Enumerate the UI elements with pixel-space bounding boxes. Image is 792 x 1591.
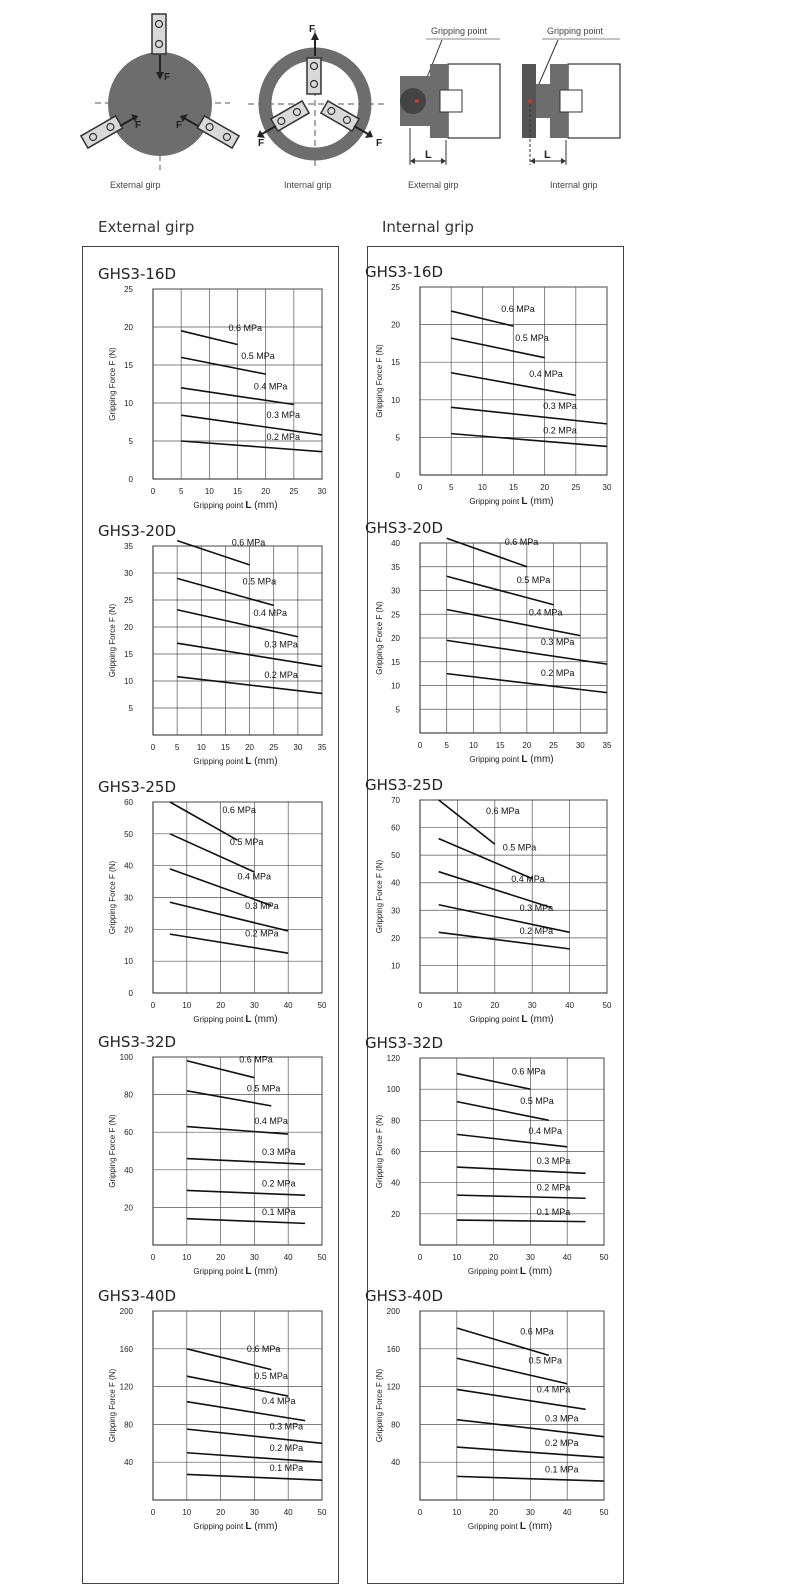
series-label: 0.3 MPa: [543, 400, 577, 411]
y-tick-label: 120: [386, 1382, 400, 1392]
y-axis-label: Gripping Force F (N): [375, 1368, 384, 1443]
chart-title: GHS3-32D: [98, 1033, 177, 1051]
y-tick-label: 40: [391, 539, 400, 548]
x-tick-label: 10: [196, 743, 206, 752]
x-axis-label: Gripping point L (mm): [467, 1521, 553, 1532]
diagram-label-4: Internal grip: [550, 180, 598, 190]
force-symbol: F: [309, 24, 316, 35]
y-tick-label: 15: [124, 361, 133, 370]
y-tick-label: 60: [391, 1147, 400, 1157]
x-tick-label: 20: [522, 741, 532, 750]
x-tick-label: 10: [452, 1001, 462, 1010]
y-tick-label: 0: [128, 989, 133, 998]
series-label: 0.2 MPa: [540, 668, 575, 679]
y-tick-label: 100: [386, 1085, 400, 1095]
series-label: 0.5 MPa: [246, 1083, 281, 1094]
x-tick-label: 10: [452, 1253, 462, 1262]
series-label: 0.6 MPa: [222, 805, 256, 816]
force-symbol: F: [176, 120, 183, 131]
x-axis-label: Gripping point L (mm): [469, 754, 554, 765]
y-tick-label: 30: [391, 586, 400, 596]
y-tick-label: 20: [391, 1209, 400, 1219]
x-tick-label: 0: [417, 741, 423, 750]
y-tick-label: 20: [391, 634, 400, 643]
x-tick-label: 50: [599, 1508, 609, 1517]
chart-title: GHS3-25D: [98, 778, 177, 796]
series-label: 0.5 MPa: [528, 1355, 563, 1366]
length-symbol: L: [544, 149, 551, 161]
series-label: 0.6 MPa: [228, 322, 263, 333]
y-tick-label: 30: [124, 893, 133, 903]
y-tick-label: 15: [391, 657, 400, 667]
series-label: 0.1 MPa: [269, 1463, 304, 1474]
y-tick-label: 40: [124, 861, 133, 871]
series-label: 0.3 MPa: [519, 903, 554, 914]
series-line-0-2-MPa: [451, 434, 607, 447]
x-tick-label: 30: [525, 1508, 535, 1517]
y-tick-label: 25: [391, 610, 400, 620]
chart-int-32: [365, 1034, 609, 1277]
series-label: 0.6 MPa: [231, 537, 266, 548]
y-tick-label: 15: [124, 650, 133, 659]
chart-int-20: [365, 519, 612, 765]
series-line-0-3-MPa: [187, 1159, 305, 1165]
chart-title: GHS3-25D: [365, 776, 444, 794]
length-symbol: L: [425, 149, 432, 161]
x-tick-label: 20: [216, 1253, 226, 1262]
x-axis-label: Gripping point L (mm): [193, 1014, 278, 1025]
y-tick-label: 40: [391, 1178, 400, 1188]
series-line-0-2-MPa: [181, 441, 322, 452]
x-tick-label: 30: [525, 1253, 535, 1262]
x-tick-label: 15: [495, 741, 505, 750]
y-tick-label: 20: [124, 323, 133, 332]
x-tick-label: 20: [540, 483, 550, 492]
x-tick-label: 10: [182, 1253, 192, 1262]
x-axis-label: Gripping point L (mm): [467, 1266, 553, 1277]
series-line-0-3-MPa: [181, 415, 322, 435]
diagram-label-1: External girp: [110, 180, 161, 190]
x-tick-label: 20: [489, 1253, 499, 1262]
plot-frame: [420, 800, 607, 993]
y-tick-label: 10: [391, 681, 400, 691]
chart-ext-32: [98, 1033, 327, 1277]
y-tick-label: 120: [119, 1382, 133, 1392]
chart-title: GHS3-16D: [98, 265, 177, 283]
series-line-0-1-MPa: [457, 1220, 586, 1222]
y-tick-label: 30: [124, 569, 133, 578]
chart-title: GHS3-32D: [365, 1034, 444, 1052]
chart-ext-16: [98, 265, 327, 511]
series-label: 0.3 MPa: [262, 1147, 296, 1158]
x-tick-label: 0: [417, 1253, 423, 1262]
series-label: 0.5 MPa: [516, 575, 551, 586]
x-tick-label: 20: [245, 743, 255, 752]
series-label: 0.6 MPa: [511, 1066, 546, 1077]
y-tick-label: 25: [391, 283, 400, 292]
x-tick-label: 5: [174, 743, 180, 752]
y-tick-label: 120: [386, 1054, 400, 1063]
y-tick-label: 25: [124, 285, 133, 294]
series-label: 0.2 MPa: [536, 1182, 571, 1193]
chart-int-25: [365, 776, 612, 1025]
x-tick-label: 30: [249, 1508, 259, 1517]
x-axis-label: Gripping point L (mm): [469, 496, 554, 507]
x-tick-label: 30: [317, 487, 327, 496]
chart-title: GHS3-40D: [365, 1287, 444, 1305]
chart-title: GHS3-20D: [365, 519, 444, 537]
x-tick-label: 20: [489, 1508, 499, 1517]
series-line-0-2-MPa: [457, 1195, 586, 1198]
series-label: 0.1 MPa: [545, 1464, 579, 1475]
x-tick-label: 5: [448, 483, 454, 492]
y-tick-label: 5: [128, 437, 133, 446]
series-label: 0.2 MPa: [269, 1443, 304, 1454]
series-label: 0.5 MPa: [229, 837, 264, 848]
y-tick-label: 5: [395, 433, 400, 443]
y-axis-label: Gripping Force F (N): [375, 1114, 384, 1189]
x-tick-label: 40: [283, 1508, 293, 1517]
x-axis-label: Gripping point L (mm): [193, 756, 278, 767]
section-title-internal: Internal grip: [382, 218, 474, 236]
x-tick-label: 30: [249, 1253, 259, 1262]
series-label: 0.6 MPa: [239, 1054, 273, 1065]
y-axis-label: Gripping Force F (N): [108, 1114, 117, 1188]
series-label: 0.1 MPa: [536, 1206, 571, 1217]
x-tick-label: 10: [477, 483, 487, 492]
x-tick-label: 40: [283, 1253, 293, 1262]
y-tick-label: 80: [391, 1420, 400, 1430]
x-tick-label: 30: [293, 743, 303, 752]
series-label: 0.4 MPa: [253, 607, 287, 618]
gripping-point-label: Gripping point: [431, 26, 488, 36]
x-tick-label: 0: [150, 743, 156, 752]
x-tick-label: 15: [220, 743, 230, 752]
series-label: 0.6 MPa: [504, 537, 539, 548]
y-axis-label: Gripping Force F (N): [108, 860, 117, 935]
y-tick-label: 0: [395, 471, 400, 480]
x-tick-label: 35: [602, 741, 612, 750]
x-tick-label: 0: [150, 1001, 156, 1010]
y-tick-label: 10: [124, 957, 133, 967]
series-label: 0.5 MPa: [515, 332, 549, 343]
series-label: 0.4 MPa: [254, 1115, 288, 1126]
y-tick-label: 80: [391, 1116, 400, 1126]
series-label: 0.4 MPa: [528, 1125, 563, 1136]
y-tick-label: 40: [124, 1165, 133, 1175]
x-tick-label: 35: [317, 743, 327, 752]
x-tick-label: 10: [468, 741, 478, 750]
series-label: 0.4 MPa: [529, 368, 563, 379]
x-tick-label: 10: [182, 1001, 192, 1010]
diagram-label-3: External girp: [408, 180, 459, 190]
y-axis-label: Gripping Force F (N): [375, 859, 384, 934]
chart-ext-40: [98, 1287, 327, 1532]
series-label: 0.6 MPa: [501, 303, 535, 314]
x-tick-label: 25: [269, 743, 279, 752]
x-tick-label: 30: [249, 1001, 259, 1010]
series-label: 0.3 MPa: [264, 639, 298, 650]
x-tick-label: 50: [602, 1001, 612, 1010]
y-tick-label: 160: [386, 1344, 400, 1354]
y-tick-label: 60: [124, 1128, 133, 1138]
series-label: 0.5 MPa: [254, 1371, 288, 1382]
gripping-point-label: Gripping point: [547, 26, 604, 36]
y-tick-label: 25: [124, 596, 133, 605]
series-label: 0.4 MPa: [262, 1396, 296, 1407]
y-tick-label: 70: [391, 796, 400, 805]
x-tick-label: 30: [575, 741, 585, 750]
y-tick-label: 160: [119, 1344, 133, 1354]
x-tick-label: 10: [182, 1508, 192, 1517]
x-tick-label: 20: [490, 1001, 500, 1010]
series-label: 0.3 MPa: [266, 410, 301, 421]
series-label: 0.3 MPa: [540, 637, 575, 648]
x-tick-label: 15: [509, 483, 518, 492]
y-tick-label: 40: [391, 1458, 400, 1468]
y-tick-label: 10: [391, 395, 400, 405]
chart-int-40: [365, 1287, 609, 1532]
y-tick-label: 15: [391, 358, 400, 368]
series-label: 0.4 MPa: [528, 607, 563, 618]
y-tick-label: 0: [128, 475, 133, 484]
series-label: 0.5 MPa: [502, 842, 537, 853]
chart-ext-20: [98, 522, 327, 767]
x-tick-label: 0: [417, 1508, 423, 1517]
x-tick-label: 10: [452, 1508, 462, 1517]
series-label: 0.6 MPa: [246, 1344, 281, 1355]
x-tick-label: 50: [317, 1001, 327, 1010]
series-label: 0.3 MPa: [269, 1421, 304, 1432]
chart-title: GHS3-40D: [98, 1287, 177, 1305]
x-tick-label: 20: [216, 1508, 226, 1517]
section-title-external: External girp: [98, 218, 195, 236]
y-tick-label: 10: [124, 399, 133, 408]
y-tick-label: 20: [391, 933, 400, 943]
x-tick-label: 40: [562, 1508, 572, 1517]
force-symbol: F: [258, 138, 265, 149]
x-tick-label: 25: [549, 741, 559, 750]
x-tick-label: 0: [150, 1508, 156, 1517]
x-tick-label: 50: [317, 1508, 327, 1517]
y-tick-label: 35: [391, 562, 400, 572]
x-tick-label: 50: [317, 1253, 327, 1262]
x-tick-label: 30: [602, 483, 612, 492]
y-tick-label: 200: [386, 1307, 400, 1316]
x-tick-label: 40: [562, 1253, 572, 1262]
series-label: 0.3 MPa: [545, 1413, 579, 1424]
x-tick-label: 25: [289, 487, 299, 496]
series-label: 0.2 MPa: [266, 431, 301, 442]
y-tick-label: 50: [391, 851, 400, 861]
force-symbol: F: [164, 72, 171, 83]
x-tick-label: 0: [417, 483, 423, 492]
x-tick-label: 30: [527, 1001, 537, 1010]
series-line-0-1-MPa: [187, 1219, 305, 1224]
chart-ext-25: [98, 778, 327, 1025]
x-tick-label: 10: [204, 487, 214, 496]
x-tick-label: 20: [216, 1001, 226, 1010]
y-tick-label: 10: [391, 961, 400, 971]
x-tick-label: 0: [150, 1253, 156, 1262]
y-tick-label: 80: [124, 1090, 133, 1100]
x-axis-label: Gripping point L (mm): [193, 1266, 278, 1277]
y-tick-label: 35: [124, 542, 133, 551]
series-label: 0.2 MPa: [543, 425, 577, 436]
y-tick-label: 5: [395, 705, 400, 715]
series-label: 0.1 MPa: [262, 1206, 296, 1217]
series-label: 0.3 MPa: [245, 901, 279, 912]
series-label: 0.2 MPa: [264, 670, 298, 681]
y-tick-label: 100: [119, 1053, 133, 1062]
x-tick-label: 20: [261, 487, 271, 496]
diagram-label-2: Internal grip: [284, 180, 332, 190]
series-label: 0.4 MPa: [237, 871, 272, 882]
series-line-0-3-MPa: [457, 1167, 586, 1173]
series-label: 0.6 MPa: [520, 1326, 554, 1337]
x-tick-label: 15: [233, 487, 242, 496]
x-tick-label: 5: [444, 741, 449, 750]
x-tick-label: 5: [178, 487, 184, 496]
x-tick-label: 0: [150, 487, 156, 496]
y-axis-label: Gripping Force F (N): [375, 601, 384, 675]
y-tick-label: 20: [391, 320, 400, 330]
y-tick-label: 20: [124, 623, 133, 632]
series-label: 0.2 MPa: [245, 928, 279, 939]
x-tick-label: 40: [565, 1001, 575, 1010]
y-axis-label: Gripping Force F (N): [108, 603, 117, 678]
series-label: 0.2 MPa: [519, 925, 554, 936]
y-tick-label: 5: [128, 704, 133, 713]
chart-title: GHS3-20D: [98, 522, 177, 540]
y-axis-label: Gripping Force F (N): [375, 344, 384, 418]
x-tick-label: 40: [283, 1001, 293, 1010]
x-tick-label: 0: [417, 1001, 423, 1010]
chart-title: GHS3-16D: [365, 263, 444, 281]
y-tick-label: 30: [391, 906, 400, 916]
force-symbol: F: [376, 138, 383, 149]
y-tick-label: 40: [391, 878, 400, 888]
series-label: 0.6 MPa: [485, 805, 520, 816]
series-label: 0.5 MPa: [242, 576, 277, 587]
y-tick-label: 60: [391, 823, 400, 833]
series-line-0-4-MPa: [457, 1134, 567, 1146]
y-tick-label: 80: [124, 1420, 133, 1430]
y-tick-label: 20: [124, 925, 133, 935]
x-tick-label: 50: [599, 1253, 609, 1262]
series-line-0-4-MPa: [187, 1127, 288, 1135]
y-tick-label: 10: [124, 677, 133, 686]
x-axis-label: Gripping point L (mm): [193, 1521, 278, 1532]
y-tick-label: 20: [124, 1203, 133, 1213]
series-line-0-3-MPa: [451, 407, 607, 424]
series-label: 0.4 MPa: [253, 381, 288, 392]
y-tick-label: 40: [124, 1458, 133, 1468]
x-axis-label: Gripping point L (mm): [193, 500, 278, 511]
series-label: 0.2 MPa: [545, 1437, 579, 1448]
series-label: 0.5 MPa: [241, 350, 275, 361]
x-tick-label: 25: [571, 483, 581, 492]
plot-frame: [153, 1057, 322, 1245]
y-tick-label: 50: [124, 829, 133, 839]
y-axis-label: Gripping Force F (N): [108, 347, 117, 421]
series-line-0-2-MPa: [187, 1190, 305, 1195]
y-tick-label: 60: [124, 798, 133, 807]
series-label: 0.2 MPa: [262, 1178, 296, 1189]
series-label: 0.4 MPa: [511, 873, 545, 884]
series-label: 0.4 MPa: [536, 1384, 571, 1395]
chart-int-16: [365, 263, 612, 507]
series-label: 0.5 MPa: [520, 1096, 554, 1107]
series-label: 0.3 MPa: [536, 1155, 571, 1166]
x-axis-label: Gripping point L (mm): [469, 1014, 554, 1025]
y-axis-label: Gripping Force F (N): [108, 1368, 117, 1443]
force-symbol: F: [135, 120, 142, 131]
y-tick-label: 200: [119, 1307, 133, 1316]
